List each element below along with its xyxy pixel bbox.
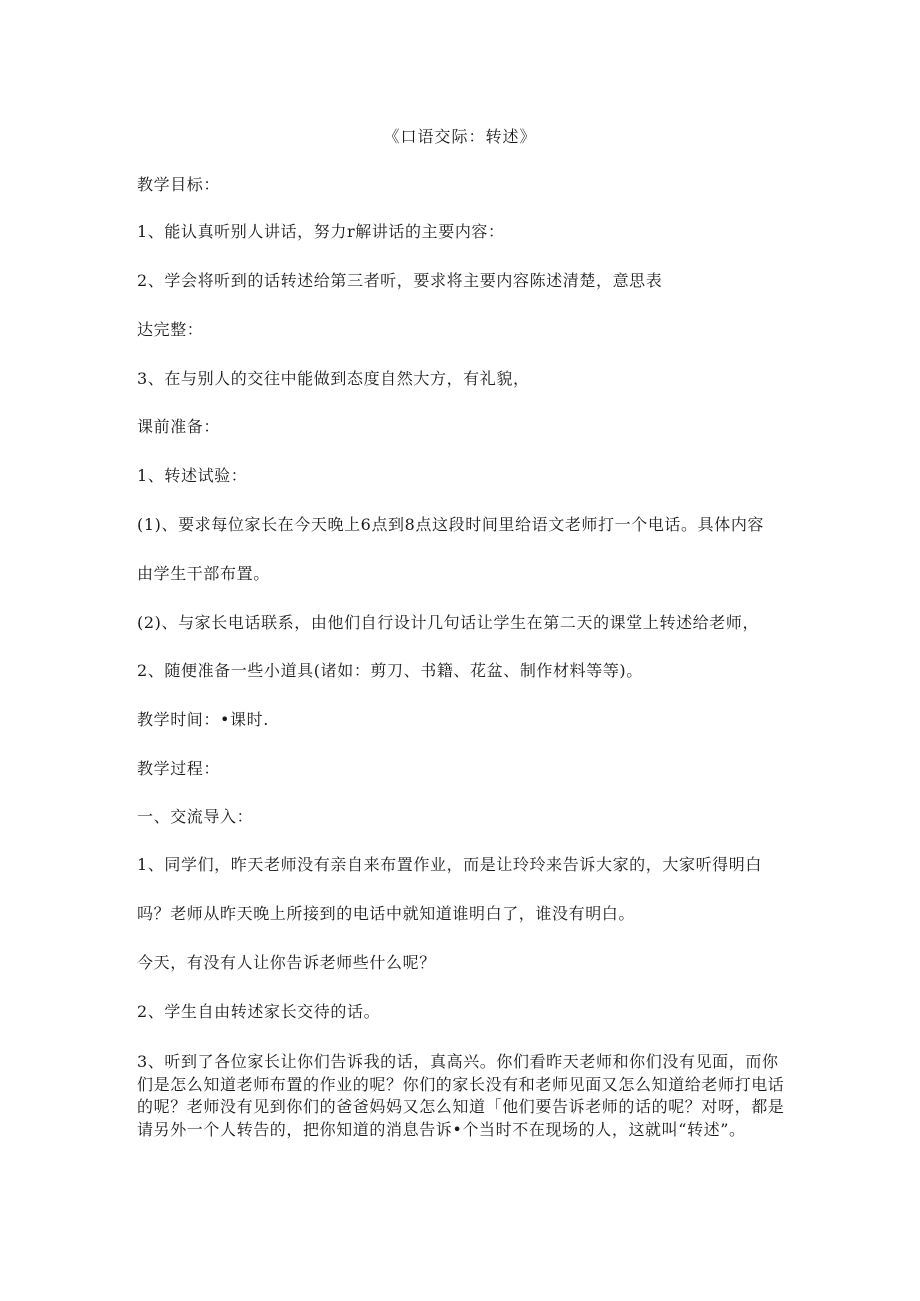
preparation-2: 2、随便准备一些小道具(诸如：剪刀、书籍、花盆、制作材料等等)。 xyxy=(137,661,643,680)
process-item-3-paragraph: 3、听到了各位家长让你们告诉我的话，真高兴。你们看昨天老师和你们没有见面，而你们是怎么知道老师布置的作业的呢？你们的家长没有和老师见面又怎么知道给老师打电话的呢？老师没有见到你们的爸爸妈妈又怎么知道「他们要告诉老师的话的呢？对呀，都是请另外一个人转告的，把你知道的消息告诉•个当时不在现场的人，这就叫“转述”。 xyxy=(137,1052,785,1139)
process-item-2: 2、学生自由转述家长交待的话。 xyxy=(137,1002,381,1021)
objective-2: 2、学会将听到的话转述给第三者听，要求将主要内容陈述清楚，意思表 xyxy=(137,271,663,290)
process-item-1-continued: 吗？老师从昨天晚上所接到的电话中就知道谁明白了，谁没有明白。 xyxy=(137,904,636,923)
process-item-1: 1、同学们，昨天老师没有亲自来布置作业，而是让玲玲来告诉大家的，大家听得明白 xyxy=(137,855,762,874)
process-item-1-question: 今天，有没有人让你告诉老师些什么呢？ xyxy=(137,953,436,972)
preparation-1: 1、转述试验： xyxy=(137,466,248,485)
preparation-1-item-2: (2)、与家长电话联系，由他们自行设计几句话让学生在第二天的课堂上转述给老师， xyxy=(137,613,760,632)
objective-3: 3、在与别人的交往中能做到态度自然大方，有礼貌， xyxy=(137,369,530,388)
preparation-1-item-1-continued: 由学生干部布置。 xyxy=(137,564,270,583)
process-step-1-heading: 一、交流导入： xyxy=(137,807,254,826)
objective-2-continued: 达完整： xyxy=(137,320,204,339)
teaching-time: 教学时间：•课时. xyxy=(137,710,269,729)
section-heading-preparation: 课前准备： xyxy=(137,417,221,436)
section-heading-process: 教学过程： xyxy=(137,759,221,778)
section-heading-objectives: 教学目标： xyxy=(137,175,221,194)
preparation-1-item-1: (1)、要求每位家长在今天晚上6点到8点这段时间里给语文老师打一个电话。具体内容 xyxy=(137,515,765,534)
objective-1: 1、能认真听别人讲话，努力r解讲话的主要内容： xyxy=(137,222,505,241)
document-title: 《口语交际：转述》 xyxy=(383,127,537,146)
